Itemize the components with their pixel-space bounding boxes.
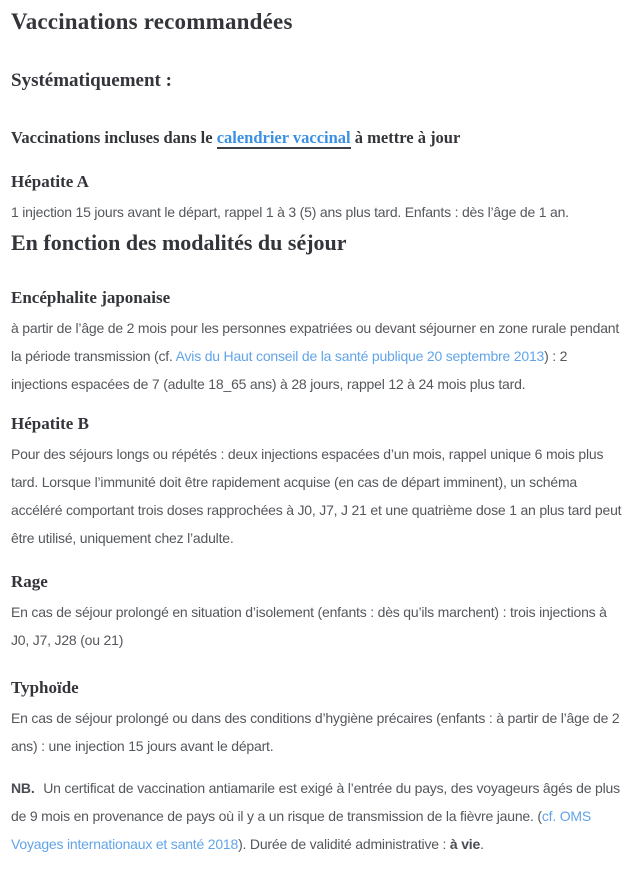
avis-haut-conseil-link[interactable]: Avis du Haut conseil de la santé publique 20 septembre 2013: [175, 348, 545, 364]
nb-a-vie-bold: à vie: [449, 836, 481, 852]
encephalite-japonaise-heading: Encéphalite japonaise: [11, 288, 171, 307]
nb-text-before-link: Un certificat de vaccination antiamarile est exigé à l’entrée du pays, des voyageurs âgés de plus de 9 mois en provenance de pays où il y a un risque de transmission de la fièvre jaune. (: [11, 780, 620, 824]
typhoide-heading: Typhoïde: [11, 678, 79, 697]
typhoide-text: En cas de séjour prolongé ou dans des conditions d’hygiène précaires (enfants : à partir de l’âge de 2 ans) : une injection 15 jours avant le départ.: [11, 710, 620, 754]
rage-text: En cas de séjour prolongé en situation d’isolement (enfants : dès qu’ils marchent) : trois injections à J0, J7, J28 (ou 21): [11, 604, 607, 648]
calendrier-vaccinal-link[interactable]: calendrier vaccinal: [216, 128, 351, 147]
hepatite-b-text: Pour des séjours longs ou répétés : deux injections espacées d’un mois, rappel unique 6 mois plus tard. Lorsque l’immunité doit être rapidement acquise (en cas de départ imminent), un schéma accéléré comportant trois doses rapprochées à J0, J7, J 21 et une quatrième dose 1 an plus tard peut être utilisé, uniquement chez l’adulte.: [11, 446, 622, 546]
calendar-subheading-before: Vaccinations incluses dans le: [11, 128, 217, 147]
hepatite-a-text: 1 injection 15 jours avant le départ, rappel 1 à 3 (5) ans plus tard. Enfants : dès l’âge de 1 an.: [11, 204, 569, 220]
nb-text-after-link: ). Durée de validité administrative :: [238, 836, 450, 852]
nb-text-end: .: [480, 836, 484, 852]
nb-note: [11, 774, 624, 858]
hepatite-a-heading: Hépatite A: [11, 172, 89, 191]
page-title: Vaccinations recommandées: [11, 9, 293, 34]
encephalite-text-before-link: à partir de l’âge de 2 mois pour les personnes expatriées ou devant séjourner en zone rurale pendant la période transmission (cf.: [11, 320, 620, 364]
calendar-subheading: [11, 126, 624, 150]
calendar-subheading-after: à mettre à jour: [350, 128, 461, 147]
encephalite-japonaise-text: [11, 314, 624, 398]
encephalite-text-after-link: ) : 2 injections espacées de 7 (adulte 18_65 ans) à 28 jours, rappel 12 à 24 mois plus tard.: [11, 348, 568, 392]
oms-voyages-link[interactable]: cf. OMS Voyages internationaux et santé 2018: [11, 808, 592, 852]
section-modalites-heading: En fonction des modalités du séjour: [11, 230, 347, 255]
hepatite-b-heading: Hépatite B: [11, 414, 89, 433]
section-systematiquement-heading: Systématiquement :: [11, 70, 172, 91]
rage-heading: Rage: [11, 572, 48, 591]
nb-label: NB.: [11, 780, 35, 796]
